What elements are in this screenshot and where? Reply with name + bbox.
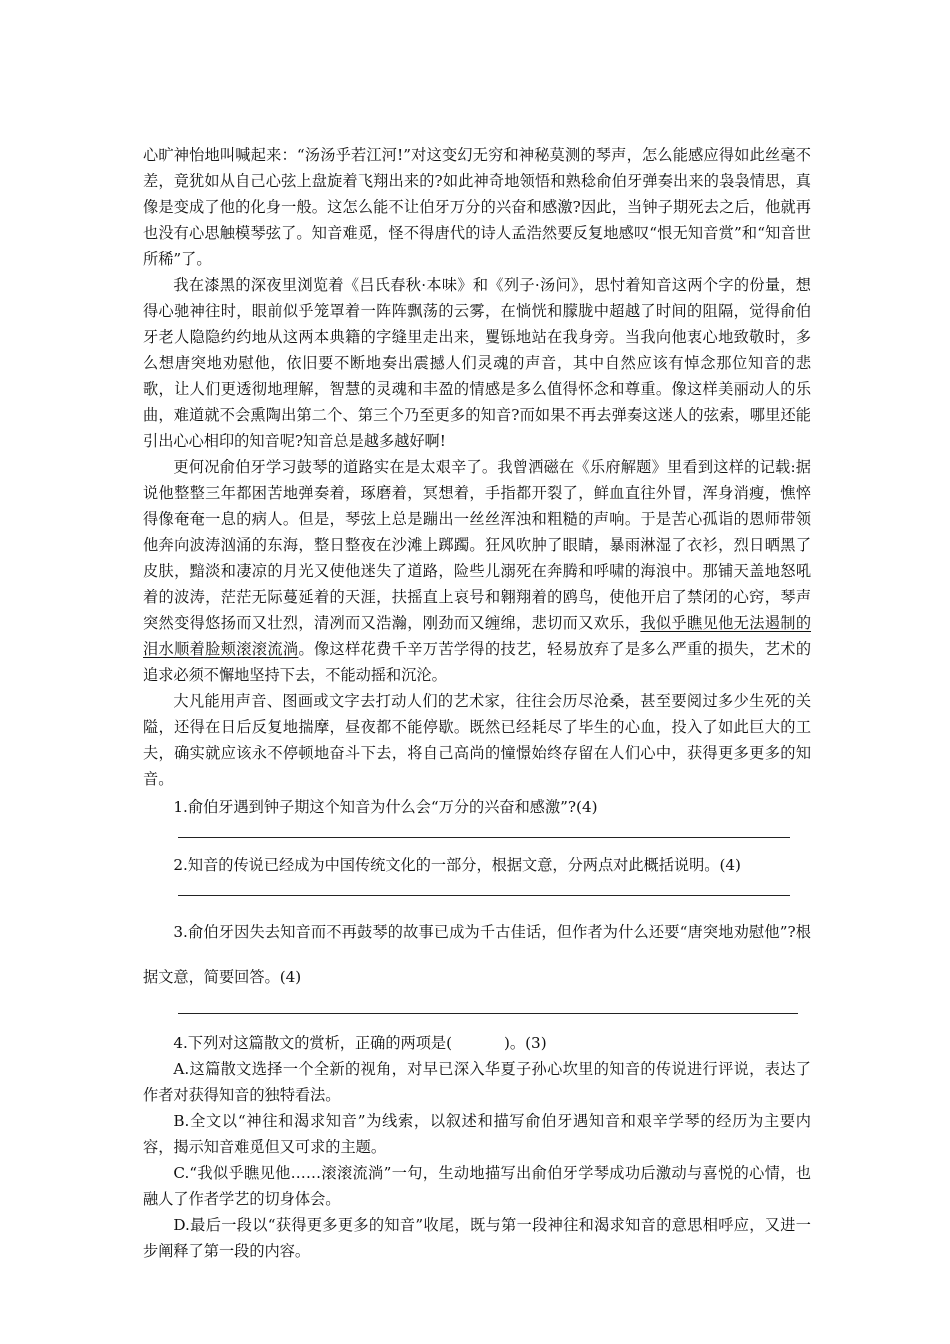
option-b: B.全文以“神往和渴求知音”为线索，以叙述和描写俞伯牙遇知音和艰辛学琴的经历为主要内容，揭示知音难觅但又可求的主题。 xyxy=(143,1112,811,1156)
option-d: D.最后一段以“获得更多更多的知音”收尾，既与第一段神往和渴求知音的意思相呼应，又进一步阐释了第一段的内容。 xyxy=(143,1216,811,1260)
paragraph-1: 心旷神怡地叫喊起来：“汤汤乎若江河!”对这变幻无穷和神秘莫测的琴声，怎么能感应得如此丝毫不差，竟犹如从自己心弦上盘旋着飞翔出来的?如此神奇地领悟和熟稔俞伯牙弹奏出来的袅袅情思，真像是变成了他的化身一般。这怎么能不让伯牙万分的兴奋和感激?因此，当钟子期死去之后，他就再也没有心思触模琴弦了。知音难觅，怪不得唐代的诗人孟浩然要反复地感叹“恨无知音赏”和“知音世所稀”了。 xyxy=(143,146,811,268)
answer-line-1[interactable] xyxy=(178,836,790,838)
document-page xyxy=(143,142,811,1264)
question-3: 3.俞伯牙因失去知音而不再鼓琴的故事已成为千古佳话，但作者为什么还要“唐突地劝慰他”?根据文意，简要回答。(4) xyxy=(143,923,811,986)
paragraph-3 xyxy=(143,454,811,688)
question-4-text-b: )。(3) xyxy=(504,1034,547,1052)
question-4 xyxy=(143,1030,811,1056)
answer-line-2[interactable] xyxy=(178,894,790,896)
question-2: 2.知音的传说已经成为中国传统文化的一部分，根据文意，分两点对此概括说明。(4) xyxy=(173,856,741,874)
option-c: C.“我似乎瞧见他……滚滚流淌”一句，生动地描写出俞伯牙学琴成功后激动与喜悦的心情，也融人了作者学艺的切身体会。 xyxy=(143,1164,811,1208)
question-1: 1.俞伯牙遇到钟子期这个知音为什么会“万分的兴奋和感激”?(4) xyxy=(173,798,598,816)
paragraph-4: 大凡能用声音、图画或文字去打动人们的艺术家，往往会历尽沧桑，甚至要阅过多少生死的关隘，还得在日后反复地揣摩，昼夜都不能停歇。既然已经耗尽了毕生的心血，投入了如此巨大的工夫，确实就应该永不停顿地奋斗下去，将自己高尚的憧憬始终存留在人们心中，获得更多更多的知音。 xyxy=(143,692,811,788)
option-a: A.这篇散文选择一个全新的视角，对早已深入华夏子孙心坎里的知音的传说进行评说，表达了作者对获得知音的独特看法。 xyxy=(143,1060,811,1104)
paragraph-3-text-b: 。像这样花费千辛万苦学得的技艺，轻易放弃了是多么严重的损失，艺术的追求必须不懈地坚持下去，不能动摇和沉沦。 xyxy=(143,640,812,684)
question-4-text-a: 4.下列对这篇散文的赏析，正确的两项是( xyxy=(173,1034,452,1052)
paragraph-3-text-a: 更何况俞伯牙学习鼓琴的道路实在是太艰辛了。我曾洒磁在《乐府解题》里看到这样的记载:据说他整整三年都困苦地弹奏着，琢磨着，冥想着，手指都开裂了，鲜血直往外冒，浑身消瘦，憔悴得像奄奄一息的病人。但是，琴弦上总是蹦出一丝丝浑浊和粗糙的声响。于是苦心孤诣的恩师带领他奔向波涛汹涌的东海，整日整夜在沙滩上踯躅。狂风吹肿了眼睛，暴雨淋湿了衣衫，烈日晒黑了皮肤，黯淡和凄凉的月光又使他迷失了道路，险些儿溺死在奔腾和呼啸的海浪中。那铺天盖地怒吼着的波涛，茫茫无际蔓延着的天涯，扶摇直上哀号和翱翔着的鸥鸟，使他开启了禁闭的心窍，琴声突然变得悠扬而又壮烈，清冽而又浩瀚，刚劲而又缠绵，悲切而又欢乐， xyxy=(143,458,811,632)
paragraph-2: 我在漆黑的深夜里浏览着《吕氏春秋·本味》和《列子·汤问》，思忖着知音这两个字的份量，想得心驰神往时，眼前似乎笼罩着一阵阵飘荡的云雾，在惝恍和朦胧中超越了时间的阻隔，觉得俞伯牙老人隐隐约约地从这两本典籍的字缝里走出来，矍铄地站在我身旁。当我向他衷心地致敬时，多么想唐突地劝慰他，依旧要不断地奏出震撼人们灵魂的声音，其中自然应该有悼念那位知音的悲歌，让人们更透彻地理解，智慧的灵魂和丰盈的情感是多么值得怀念和尊重。像这样美丽动人的乐曲，难道就不会熏陶出第二个、第三个乃至更多的知音?而如果不再去弹奏这迷人的弦索，哪里还能引出心心相印的知音呢?知音总是越多越好啊! xyxy=(143,276,811,450)
underlined-sentence: 我似乎瞧见他无法遏制的泪水顺着脸颊滚滚流淌 xyxy=(143,614,812,658)
answer-line-3[interactable] xyxy=(178,1012,798,1014)
